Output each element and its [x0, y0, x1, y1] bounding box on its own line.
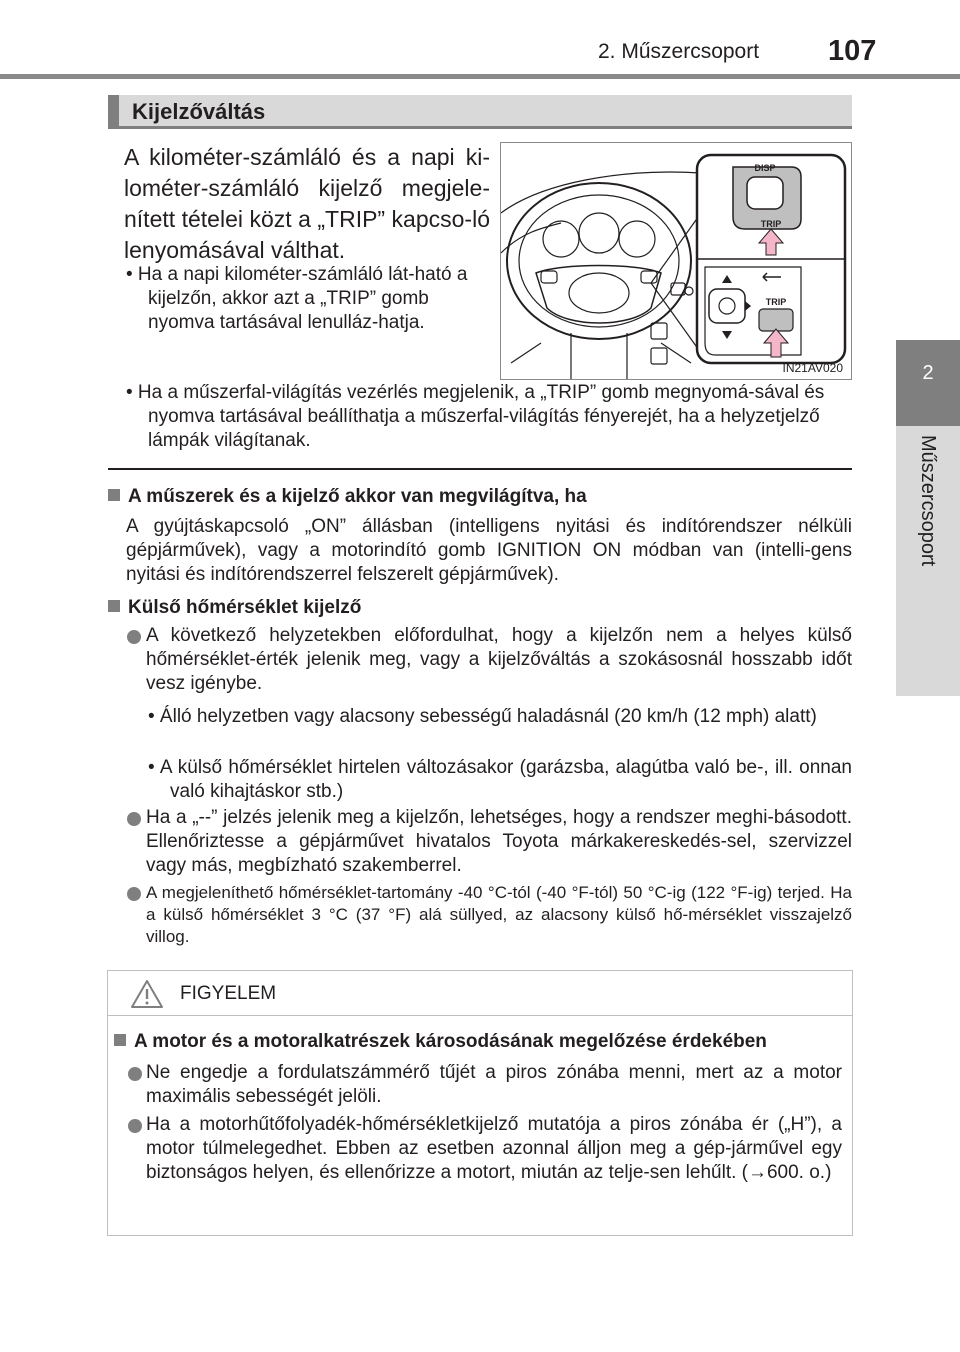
- chapter-title: Műszercsoport: [917, 435, 939, 567]
- warning-heading: A motor és a motoralkatrészek károsodásának megelőzése érdekében: [114, 1031, 767, 1053]
- circle-bullet-icon: [128, 1067, 142, 1081]
- outside-temp-item-1: A következő helyzetekben előfordulhat, hogy a kijelzőn nem a helyes külső hőmérséklet-érték jelenik meg, vagy a kijelzőváltás a szokásosnál hosszabb időt vesz igénybe.: [146, 625, 852, 694]
- section-divider: [108, 468, 852, 470]
- display-switch-bullet-brightness: • Ha a műszerfal-világítás vezérlés megjelenik, a „TRIP” gomb megnyomá-sával és nyomva tartásával beállíthatja a műszerfal-világítás fényerejét, ha a helyzetjelző lámpák világítanak.: [126, 382, 825, 451]
- square-bullet-icon: [108, 600, 120, 612]
- trip-label-upper: TRIP: [760, 219, 782, 229]
- trip-label-lower: TRIP: [765, 297, 787, 307]
- running-header-section: 2. Műszercsoport: [598, 40, 760, 63]
- figure-id: IN21AV020: [782, 361, 843, 375]
- section-title: Kijelzőváltás: [132, 99, 266, 124]
- page-number: 107: [828, 35, 877, 67]
- steering-wheel-illustration: [501, 143, 851, 379]
- warning-triangle-icon: [130, 979, 164, 1009]
- warning-header: [108, 971, 852, 1016]
- warning-title: FIGYELEM: [180, 983, 277, 1004]
- outside-temp-heading: Külső hőmérséklet kijelző: [108, 597, 361, 619]
- warning-box: [107, 970, 853, 1236]
- chapter-number: 2: [922, 362, 934, 384]
- outside-temp-sub-2: • A külső hőmérséklet hirtelen változásakor (garázsba, alagútba való be-, ill. onnan való kihajtáskor stb.): [148, 757, 852, 802]
- header-rule: [0, 74, 960, 79]
- square-bullet-icon: [108, 489, 120, 501]
- circle-bullet-icon: [128, 1119, 142, 1133]
- outside-temp-item-2: Ha a „--” jelzés jelenik meg a kijelzőn, lehetséges, hogy a rendszer meghi-básodott. Ellenőriztesse a gépjárművet hivatalos Toyota márkakereskedés-sel, szervizzel vagy más, megbízható szakemberrel.: [146, 807, 852, 876]
- display-switch-lead: A kilométer-számláló és a napi ki-lométer-számláló kijelző megjele-nített tételei közt a „TRIP” kapcso-ló lenyomásával válthat.: [124, 144, 490, 263]
- chapter-tab: [896, 340, 960, 426]
- warning-item-1: Ne engedje a fordulatszámmérő tűjét a piros zónába menni, mert az a motor maximális sebességét jelöli.: [146, 1062, 842, 1107]
- outside-temp-sub-1: • Álló helyzetben vagy alacsony sebességű haladásnál (20 km/h (12 mph) alatt): [148, 706, 817, 727]
- outside-temp-item-3: A megjeleníthető hőmérséklet-tartomány -40 °C-tól (-40 °F-tól) 50 °C-ig (122 °F-ig) terjed. Ha a külső hőmérséklet 3 °C (37 °F) alá süllyed, az alacsony külső hő-mérséklet visszajelző villog.: [146, 883, 852, 946]
- steering-wheel-figure: [500, 142, 852, 380]
- square-bullet-icon: [114, 1034, 126, 1046]
- circle-bullet-icon: [127, 887, 141, 901]
- circle-bullet-icon: [127, 812, 141, 826]
- circle-bullet-icon: [127, 630, 141, 644]
- warning-item-2: Ha a motorhűtőfolyadék-hőmérsékletkijelző mutatója a piros zónába ér („H”), a motor túlmelegedhet. Ebben az esetben azonnal álljon meg a gép-járművel egy biztonságos helyen, és ellenőrizze a motort, miután az telje-sen lehűlt. (→600. o.): [146, 1114, 842, 1183]
- illumination-heading: A műszerek és a kijelző akkor van megvilágítva, ha: [108, 486, 587, 508]
- display-switch-bullet-reset: • Ha a napi kilométer-számláló lát-ható a kijelzőn, akkor azt a „TRIP” gomb nyomva tartásával lenulláz-hatja.: [126, 264, 468, 333]
- section-title-bar: [108, 95, 852, 129]
- disp-label: DISP: [754, 163, 776, 173]
- illumination-text: A gyújtáskapcsoló „ON” állásban (intelligens nyitási és indítórendszer nélküli gépjárművek), vagy a motorindító gomb IGNITION ON módban van (intelli-gens nyitási és indítórendszerrel felszerelt gépjárművek).: [126, 516, 852, 585]
